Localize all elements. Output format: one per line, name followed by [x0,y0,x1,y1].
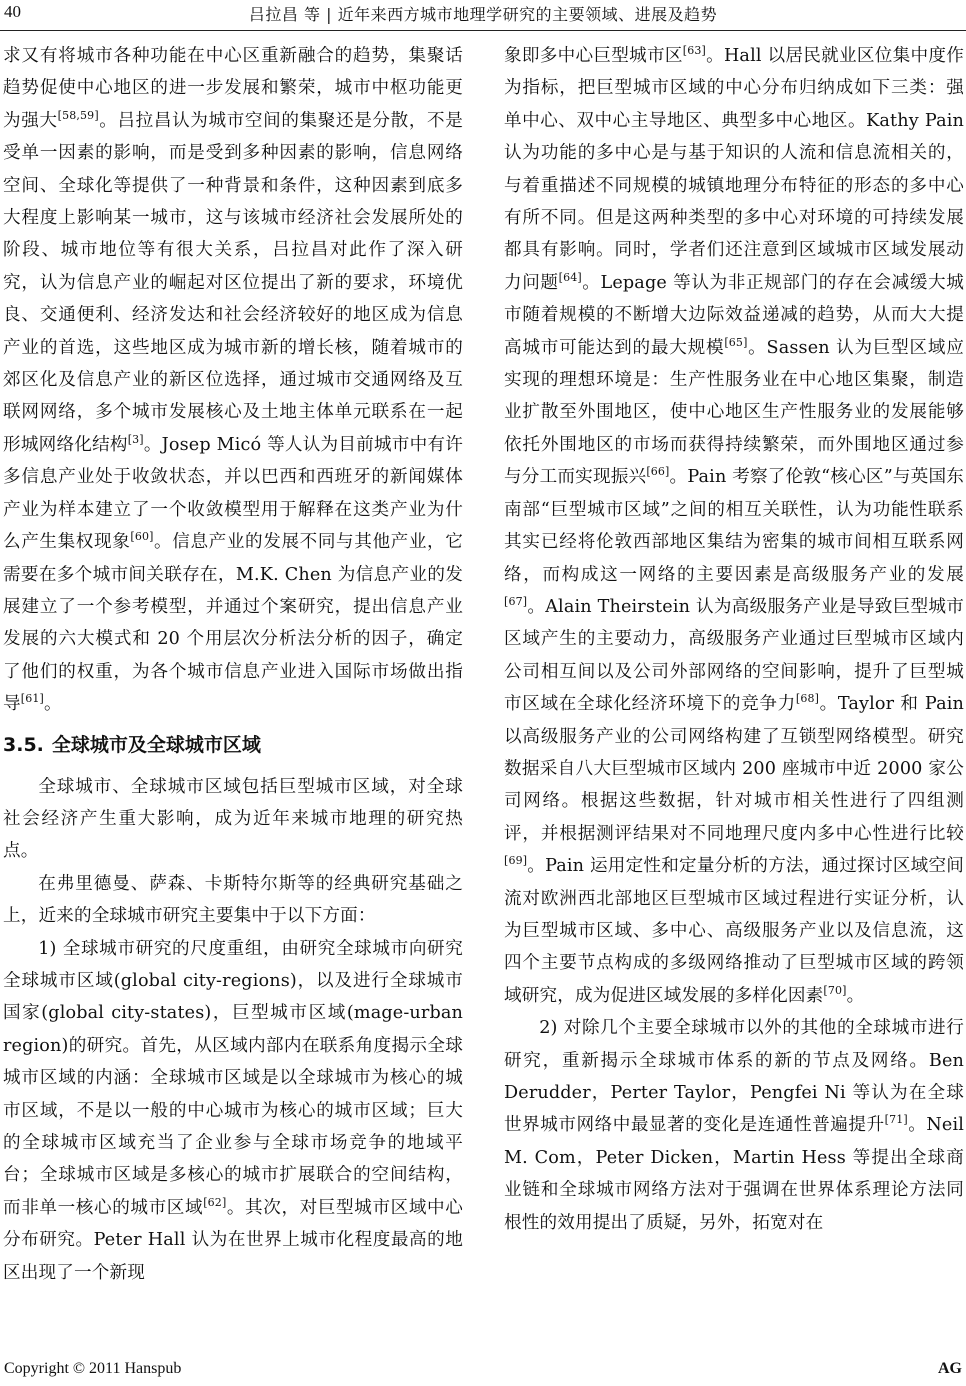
body-paragraph: 求又有将城市各种功能在中心区重新融合的趋势，集聚话趋势促使中心地区的进一步发展和繁荣，城市中枢功能更为强大[58,59]。吕拉昌认为城市空间的集聚还是分散，不是受单一因素的影响，而是受到多种因素的影响，信息网络空间、全球化等提供了一种背景和条件，这种因素到底多大程度上影响某一城市，这与该城市经济社会发展所处的阶段、城市地位等有很大关系，吕拉昌对此作了深入研究，认为信息产业的崛起对区位提出了新的要求，环境优良、交通便利、经济发达和社会经济较好的地区成为信息产业的首选，这些地区成为城市新的增长核，随着城市的郊区化及信息产业的新区位选择，通过城市交通网络及互联网网络，多个城市发展核心及土地主体单元联系在一起形城网络化结构[3]。Josep Micó 等人认为目前城市中有许多信息产业处于收敛状态，并以巴西和西班牙的新闻媒体产业为样本建立了一个收敛模型用于解释在这类产业为什么产生集权现象[60]。信息产业的发展不同与其他产业，它需要在多个城市间关联存在，M.K. Chen 为信息产业的发展建立了一个参考模型，并通过个案研究，提出信息产业发展的六大模式和 20 个用层次分析法分析的因子，确定了他们的权重，为各个城市信息产业进入国际市场做出指导[61]。 [3,46,463,715]
section-title: 全球城市及全球城市区域 [51,733,261,756]
citation-marker: [64] [558,270,582,284]
citation-marker: [60] [130,530,154,544]
left-column [3,40,463,1289]
page-number: 40 [4,2,21,21]
right-column [504,40,964,1239]
copyright-notice: Copyright © 2011 Hanspub [4,1360,182,1377]
citation-marker: [68] [795,692,820,706]
body-paragraph: 象即多中心巨型城市区[63]。Hall 以居民就业区位集中度作为指标，把巨型城市区域的中心分布归纳成如下三类：强单中心、双中心主导地区、典型多中心地区。Kathy Pain 认为功能的多中心是与基于知识的人流和信息流相关的，与着重描述不同规模的城镇地理分布特征的形态的多中心有所不同。但是这两种类型的多中心对环境的可持续发展都具有影响。同时，学者们还注意到区域城市区域发展动力问题[64]。Lepage 等认为非正规部门的存在会减缓大城市随着规模的不断增大边际效益递减的趋势，从而大大提高城市可能达到的最大规模[65]。Sassen 认为巨型区域应实现的理想环境是：生产性服务业在中心地区集聚，制造业扩散至外围地区，使中心地区生产性服务业的发展能够依托外围地区的市场而获得持续繁荣，而外围地区通过参与分工而实现振兴[66]。Pain 考察了伦敦“核心区”与英国东南部“巨型城市区域”之间的相互关联性，认为功能性联系其实已经将伦敦西部地区集结为密集的城市间相互联系网络，而构成这一网络的主要因素是高级服务产业的发展[67]。Alain Theirstein 认为高级服务产业是导致巨型城市区域产生的主要动力，高级服务产业通过巨型城市区域内公司相互间以及公司外部网络的空间影响，提升了巨型城市区域在全球化经济环境下的竞争力[68]。Taylor 和 Pain 以高级服务产业的公司网络构建了互锁型网络模型。研究数据采自八大巨型城市区域内 200 座城市中近 2000 家公司网络。根据这些数据，针对城市相关性进行了四组测评，并根据测评结果对不同地理尺度内多中心性进行比较[69]。Pain 运用定性和定量分析的方法，通过探讨区域空间流对欧洲西北部地区巨型城市区域过程进行实证分析，认为巨型城市区域、多中心、高级服务产业以及信息流，这四个主要节点构成的多级网络推动了巨型城市区域的跨领域研究，成为促进区域发展的多样化因素[70]。 [504,44,965,1006]
citation-marker: [71] [884,1113,908,1127]
citation-marker: [66] [646,465,670,479]
page-header [0,0,966,31]
citation-marker: [3] [127,433,144,447]
section-heading [3,729,463,761]
citation-marker: [67] [504,595,528,609]
citation-marker: [69] [504,854,528,868]
body-paragraph: 2) 对除几个主要全球城市以外的其他的全球城市进行研究，重新揭示全球城市体系的新的节点及网络。Ben Derudder，Perter Taylor，Pengfei Ni 等认为在全球世界城市网络中最显著的变化是连通性普遍提升[71]。Neil M. Com，Peter Dicken，Martin Hess 等提出全球商业链和全球城市网络方法对于强调在世界体系理论方法同根性的效用提出了质疑，另外，拓宽对在 [504,1018,964,1233]
citation-marker: [63] [682,44,706,58]
section-number: 3.5. [3,733,44,756]
body-paragraph: 全球城市、全球城市区域包括巨型城市区域，对全球社会经济产生重大影响，成为近年来城市地理的研究热点。 [3,776,463,862]
citation-marker: [61] [20,692,44,706]
citation-marker: [62] [203,1195,227,1209]
citation-marker: [70] [823,983,847,997]
citation-marker: [58,59] [57,108,99,122]
body-paragraph: 1) 全球城市研究的尺度重组，由研究全球城市向研究全球城市区域(global city-regions)，以及进行全球城市国家(global city-states)，巨型城市区域(mage-urban region)的研究。首先，从区域内部内在联系角度揭示全球城市区域的内涵：全球城市区域是以全球城市为核心的城市区域，不是以一般的中心城市为核心的城市区域；巨大的全球城市区域充当了企业参与全球市场竞争的地域平台；全球城市区域是多核心的城市扩展联合的空间结构，而非单一核心的城市区域[62]。其次，对巨型城市区域中心分布研究。Peter Hall 认为在世界上城市化程度最高的地区出现了一个新现 [3,938,463,1283]
page-footer [0,1352,966,1382]
journal-abbrev: AG [938,1360,962,1377]
running-title: 吕拉昌 等 | 近年来西方城市地理学研究的主要领域、进展及趋势 [248,5,718,24]
body-paragraph: 在弗里德曼、萨森、卡斯特尔斯等的经典研究基础之上，近来的全球城市研究主要集中于以下方面： [3,873,463,927]
citation-marker: [65] [724,335,748,349]
